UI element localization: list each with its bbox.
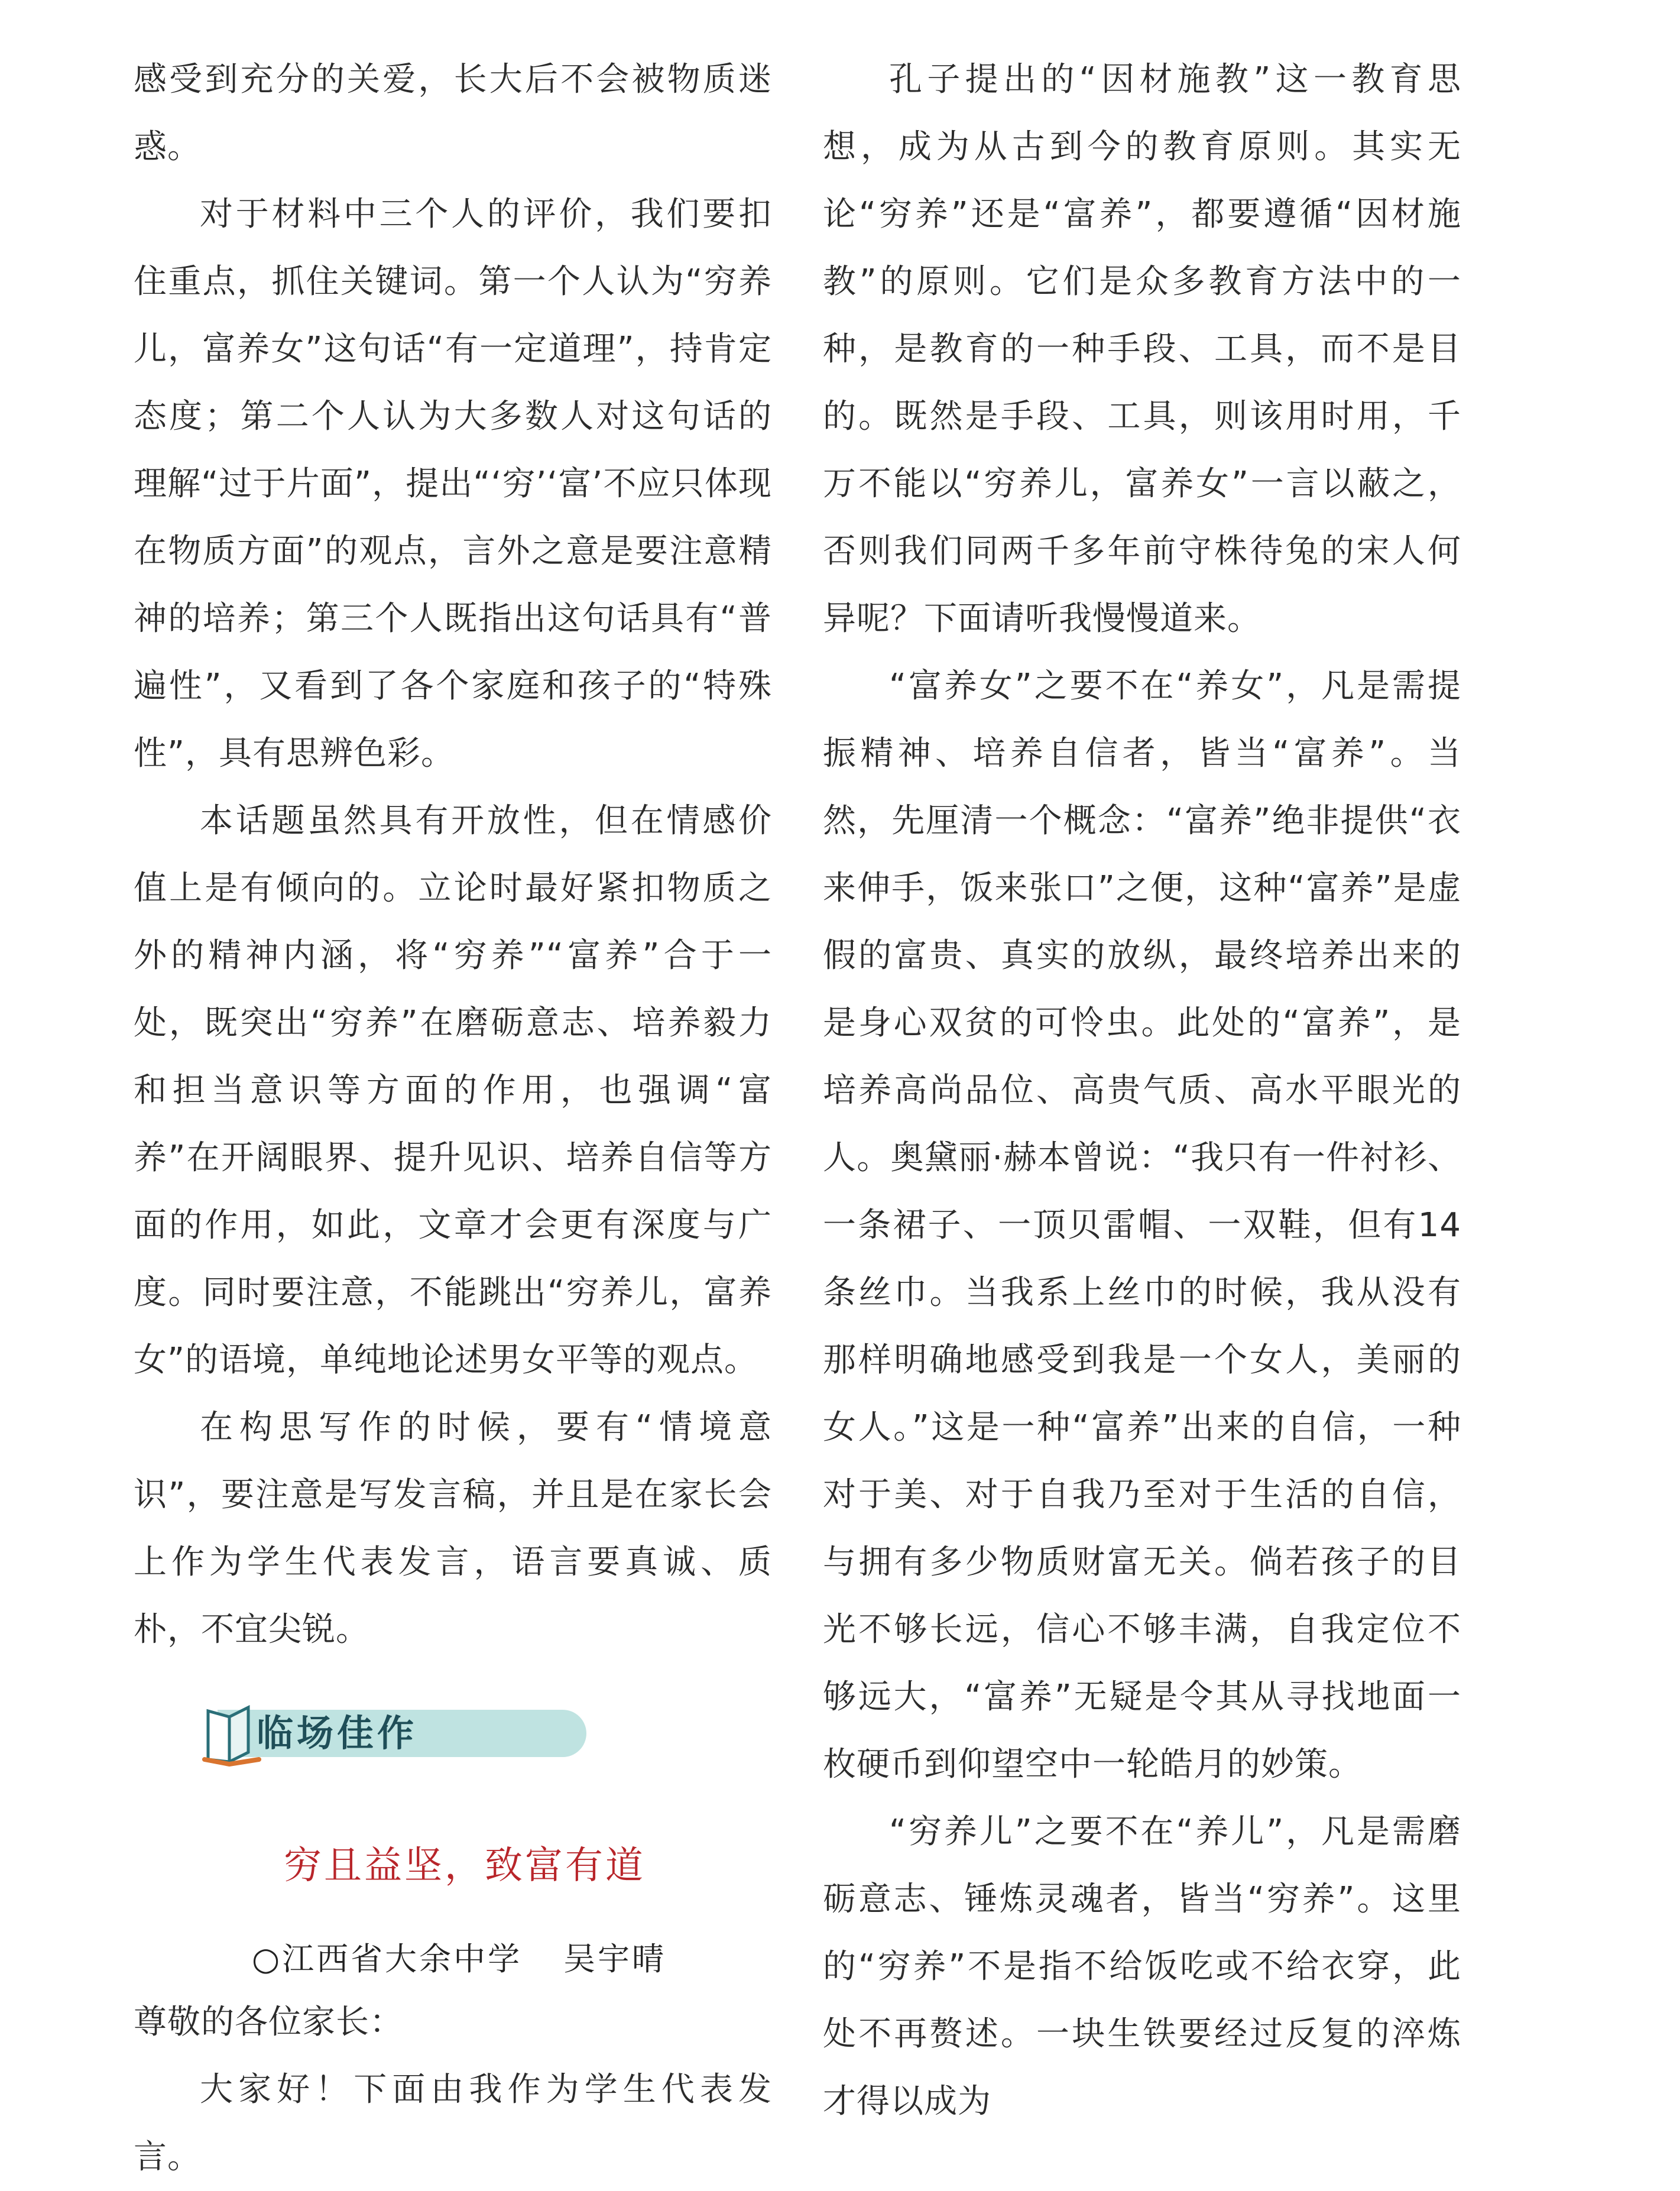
salutation: 尊敬的各位家长： — [134, 2003, 403, 2041]
byline — [134, 1930, 772, 1989]
section-banner — [202, 1705, 586, 1771]
section-label: 临场佳作 — [257, 1712, 418, 1755]
paragraph: “富养女”之要不在“养女”，凡是需提振精神、培养自信者，皆当“富养”。当然，先厘清一个概念：“富养”绝非提供“衣来伸手，饭来张口”之便，这种“富养”是虚假的富贵、真实的放纵，最终培养出来的是身心双贫的可怜虫。此处的“富养”，是培养高尚品位、高贵气质、高水平眼光的人。奥黛丽·赫本曾说：“我只有一件衬衫、一条裙子、一顶贝雷帽、一双鞋，但有14条丝巾。当我系上丝巾的时候，我从没有那样明确地感受到我是一个女人，美丽的女人。”这是一种“富养”出来的自信，一种对于美、对于自我乃至对于生活的自信，与拥有多少物质财富无关。倘若孩子的目光不够长远，信心不够丰满，自我定位不够远大，“富养”无疑是令其从寻找地面一枚硬币到仰望空中一轮皓月的妙策。 — [823, 667, 1461, 1784]
paragraph: 感受到充分的关爱，长大后不会被物质迷惑。 — [134, 60, 772, 166]
essay-title: 穷且益坚，致富有道 — [284, 1844, 646, 1888]
open-book-icon — [202, 1705, 261, 1767]
right-column — [823, 46, 1461, 2135]
byline-school: ○江西省大余中学 — [252, 1940, 523, 1978]
left-column — [134, 46, 772, 2191]
byline-author: 吴宇晴 — [563, 1940, 667, 1978]
greeting: 大家好！下面由我作为学生代表发言。 — [134, 2070, 772, 2176]
paragraph: 在构思写作的时候，要有“情境意识”，要注意是写发言稿，并且是在家长会上作为学生代表发言，语言要真诚、质朴，不宜尖锐。 — [134, 1408, 772, 1649]
paragraph: 对于材料中三个人的评价，我们要扣住重点，抓住关键词。第一个人认为“穷养儿，富养女”这句话“有一定道理”，持肯定态度；第二个人认为大多数人对这句话的理解“过于片面”，提出“‘穷’‘富’不应只体现在物质方面”的观点，言外之意是要注意精神的培养；第三个人既指出这句话具有“普遍性”，又看到了各个家庭和孩子的“特殊性”，具有思辨色彩。 — [134, 195, 772, 773]
paragraph: 孔子提出的“因材施教”这一教育思想，成为从古到今的教育原则。其实无论“穷养”还是“富养”，都要遵循“因材施教”的原则。它们是众多教育方法中的一种，是教育的一种手段、工具，而不是目的。既然是手段、工具，则该用时用，千万不能以“穷养儿，富养女”一言以蔽之，否则我们同两千多年前守株待兔的宋人何异呢？下面请听我慢慢道来。 — [823, 60, 1461, 638]
paragraph: 本话题虽然具有开放性，但在情感价值上是有倾向的。立论时最好紧扣物质之外的精神内涵，将“穷养”“富养”合于一处，既突出“穷养”在磨砺意志、培养毅力和担当意识等方面的作用，也强调“富养”在开阔眼界、提升见识、培养自信等方面的作用，如此，文章才会更有深度与广度。同时要注意，不能跳出“穷养儿，富养女”的语境，单纯地论述男女平等的观点。 — [134, 802, 772, 1379]
paragraph: “穷养儿”之要不在“养儿”，凡是需磨砺意志、锤炼灵魂者，皆当“穷养”。这里的“穷养”不是指不给饭吃或不给衣穿，此处不再赘述。一块生铁要经过反复的淬炼才得以成为 — [823, 1813, 1461, 2121]
